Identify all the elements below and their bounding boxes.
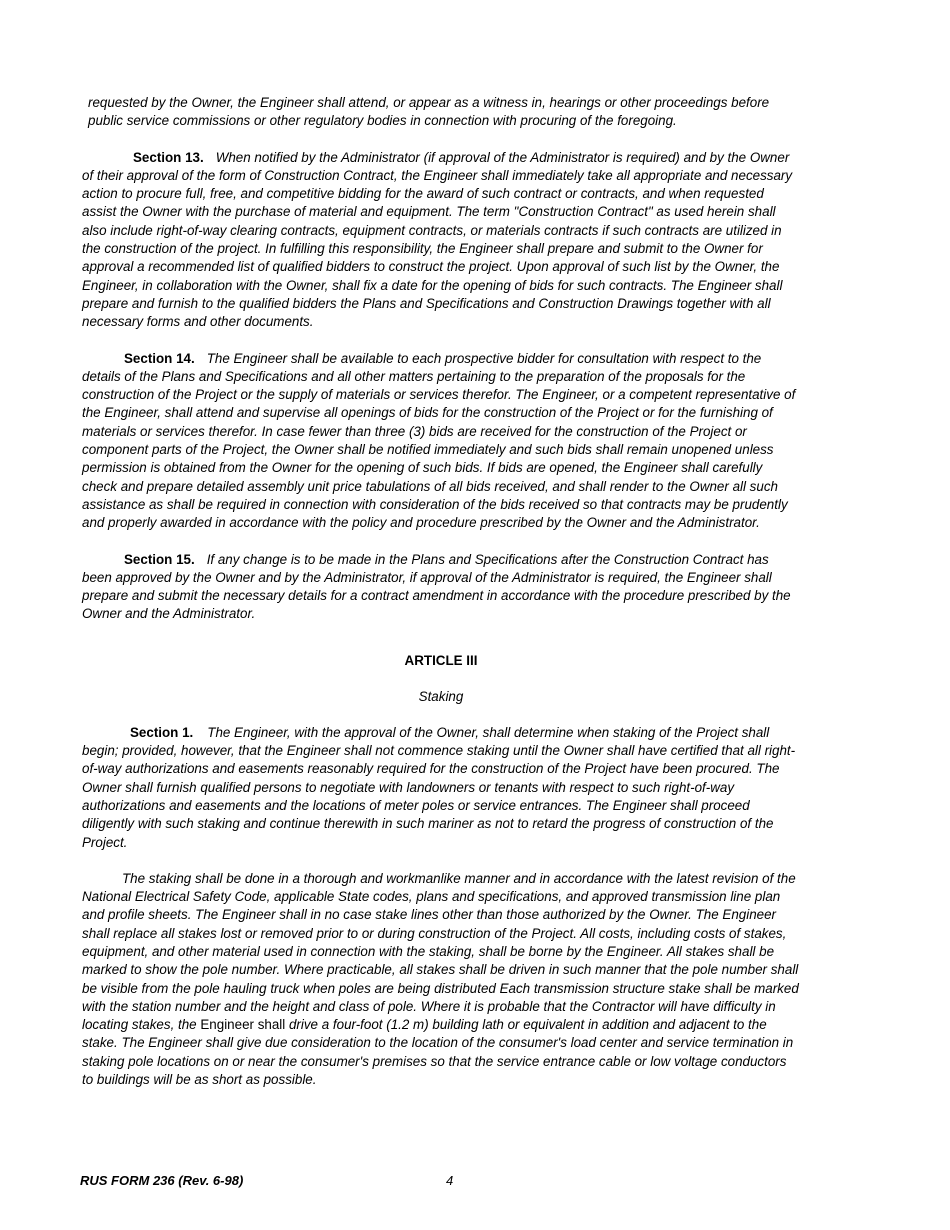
staking-text-part-3: drive a four-foot (1.2 m) building lath or equivalent in addition and adjacent to the stake. The Engineer shall give due consideration to the location of the consumer's load center and service termination in staking pole locations on or near the consumer's premises so that the service entrance cable or low voltage conductors to buildings will be as short as possible.: [82, 1017, 794, 1088]
section-15-paragraph: [82, 551, 800, 624]
section-13-text: When notified by the Administrator (if approval of the Administrator is required) and by the Owner of their approval of the form of Construction Contract, the Engineer shall immediately take all appropriate and necessary action to procure full, free, and competitive bidding for the award of such contract or contracts, and when requested assist the Owner with the purchase of material and equipment. The term "Construction Contract" as used herein shall also include right-of-way clearing contracts, equipment contracts, or materials contracts if such contracts are utilized in the construction of the project. In fulfilling this responsibility, the Engineer shall prepare and submit to the Owner for approval a recommended list of qualified bidders to construct the project. Upon approval of such list by the Owner, the Engineer, in collaboration with the Owner, shall fix a date for the opening of bids for such contracts. The Engineer shall prepare and furnish to the qualified bidders the Plans and Specifications and Construction Drawings together with all necessary forms and other documents.: [82, 149, 793, 330]
section-15-label: Section 15.: [124, 551, 195, 567]
article-3-section-1-label: Section 1.: [130, 724, 194, 740]
section-14-label: Section 14.: [124, 350, 195, 366]
article-3-section-1-text: The Engineer, with the approval of the Owner, shall determine when staking of the Project shall begin; provided, however, that the Engineer shall not commence staking until the Owner shall have certified that all right-of-way authorizations and easements reasonably required for the construction of the Project have been procured. The Owner shall furnish qualified persons to negotiate with landowners or tenants with respect to such right-of-way authorizations and easements and the locations of meter poles or service entrances. The Engineer shall proceed diligently with such staking and continue therewith in such mariner as not to retard the progress of construction of the Project.: [82, 724, 796, 850]
continuation-text: requested by the Owner, the Engineer shall attend, or appear as a witness in, hearings or other proceedings before public service commissions or other regulatory bodies in connection with procuring of the foregoing.: [88, 95, 770, 129]
section-14-paragraph: [82, 350, 800, 533]
continuation-paragraph: [88, 94, 800, 131]
document-body: [82, 94, 800, 1089]
footer-form-number: RUS FORM 236 (Rev. 6-98): [80, 1173, 244, 1188]
article-heading: ARTICLE III: [404, 652, 478, 668]
staking-paragraph: [82, 870, 800, 1090]
section-13-paragraph: [82, 149, 800, 332]
staking-text-part-2: Engineer shall: [200, 1017, 286, 1033]
section-13-label: Section 13.: [133, 149, 204, 165]
article-3-section-1-paragraph: [82, 724, 800, 852]
section-15-text: If any change is to be made in the Plans and Specifications after the Construction Contract has been approved by the Owner and by the Administrator, if approval of the Administrator is required, the Engineer shall prepare and submit the necessary details for a contract amendment in accordance with the procedure prescribed by the Owner and the Administrator.: [82, 551, 791, 622]
section-14-text: The Engineer shall be available to each prospective bidder for consultation with respect to the details of the Plans and Specifications and all other matters pertaining to the preparation of the proposals for the construction of the Project or the supply of materials or services therefor. The Engineer, or a competent representative of the Engineer, shall attend and supervise all openings of bids for the construction of the Project or for the furnishing of materials or services therefor. In case fewer than three (3) bids are received for the construction of the Project or component parts of the Project, the Owner shall be notified immediately and such bids shall remain unopened unless permission is obtained from the Owner for the opening of such bids. If bids are opened, the Engineer shall carefully check and prepare detailed assembly unit price tabulations of all bids received, and shall render to the Owner all such assistance as shall be required in connection with consideration of the bids received so that contracts may be prudently and properly awarded in accordance with the policy and procedure prescribed by the Owner and the Administrator.: [82, 350, 796, 531]
page-number: 4: [446, 1173, 454, 1188]
staking-text-part-1: The staking shall be done in a thorough and workmanlike manner and in accordance with the latest revision of the National Electrical Safety Code, applicable State codes, plans and specifications, and approved transmission line plan and profile sheets. The Engineer shall in no case stake lines other than those authorized by the Owner. The Engineer shall replace all stakes lost or removed prior to or during construction of the Project. All costs, including costs of stakes, equipment, and other material used in connection with the staking, shall be borne by the Engineer. All stakes shall be marked to show the pole number. Where practicable, all stakes shall be driven in such manner that the pole number shall be visible from the pole hauling truck when poles are being distributed Each transmission structure stake shall be marked with the station number and the height and class of pole. Where it is probable that the Contractor will have difficulty in locating stakes, the: [82, 870, 799, 1033]
article-subtitle: Staking: [418, 688, 464, 704]
